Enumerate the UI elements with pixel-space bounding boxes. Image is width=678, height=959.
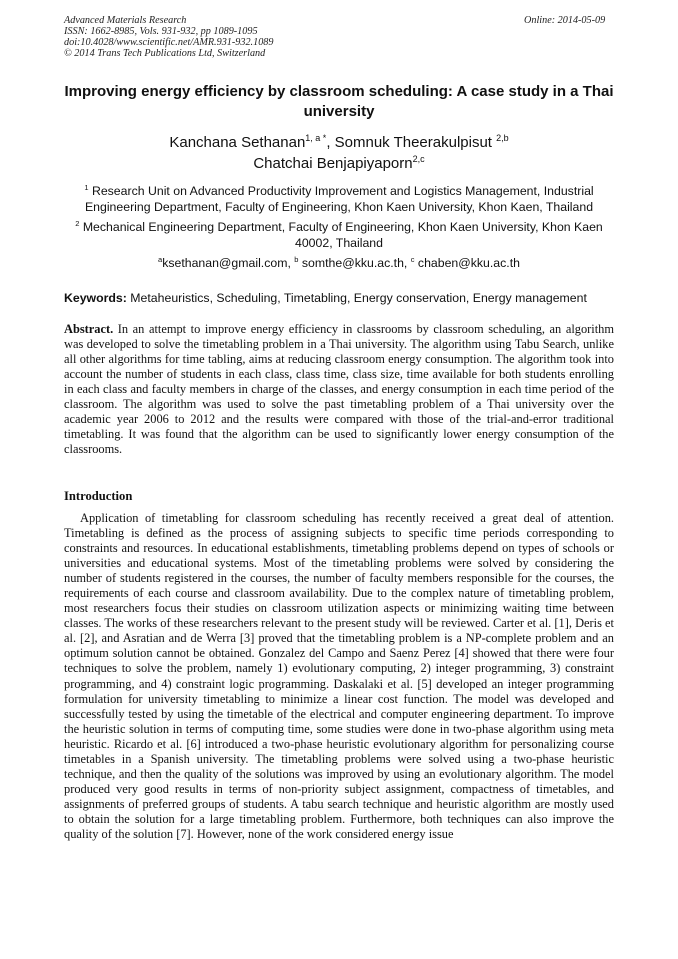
keywords-text: Metaheuristics, Scheduling, Timetabling, Energy conservation, Energy management: [130, 291, 587, 305]
affiliation-text: Research Unit on Advanced Productivity Improvement and Logistics Management, Industrial Engineering Department, Faculty of Engineering, Khon Kaen University, Khon Kaen, Thailand: [84, 184, 594, 214]
doi-line: doi:10.4028/www.scientific.net/AMR.931-932.1089: [64, 37, 274, 48]
email-marker: a: [158, 255, 163, 264]
email-address: somthe@kku.ac.th,: [301, 256, 411, 270]
affiliation-2: [64, 220, 614, 251]
abstract: [64, 322, 614, 457]
online-date: Online: 2014-05-09: [524, 15, 606, 26]
paper-title: Improving energy efficiency by classroom scheduling: A case study in a Thai university: [64, 83, 614, 120]
abstract-label: Abstract.: [64, 322, 114, 336]
issn-line: ISSN: 1662-8985, Vols. 931-932, pp 1089-1095: [64, 26, 258, 37]
email-marker: b: [294, 255, 299, 264]
author-line-1: [64, 133, 614, 153]
author-name: Chatchai Benjapiyaporn: [253, 155, 413, 172]
abstract-text: In an attempt to improve energy efficiency in classrooms by classroom scheduling, an algorithm was developed to solve the timetabling problem in a Thai university. The algorithm using Tabu Search, unlike all other algorithms for time tabling, aims at reducing classroom energy consumption. The algorithm took into account the number of students in each class, class time, class size, time available for both students enrolling in each class and faculty members in charge of the classes, and energy consumption in each time period of the classroom. The algorithm was used to solve the past timetabling problem of a Thai university over the academic year 2006 to 2012 and the results were compared with those of the trial-and-error traditional timetabling. It was found that the algorithm can be used to significantly lower energy consumption of the classrooms.: [64, 322, 614, 457]
section-heading-introduction: Introduction: [64, 489, 133, 503]
affiliation-marker: 1: [84, 183, 89, 192]
author-superscript: 1, a *: [305, 133, 327, 143]
email-marker: c: [410, 255, 415, 264]
email-address: chaben@kku.ac.th: [417, 256, 520, 270]
email-address: ksethanan@gmail.com,: [162, 256, 295, 270]
author-line-2: [64, 154, 614, 174]
journal-name: Advanced Materials Research: [64, 15, 187, 26]
keywords-label: Keywords:: [64, 291, 127, 305]
author-superscript: 2,c: [412, 154, 425, 164]
copyright-line: © 2014 Trans Tech Publications Ltd, Switzerland: [64, 48, 266, 59]
introduction-paragraph: Application of timetabling for classroom scheduling has recently received a great deal of attention. Timetabling is defined as the process of assigning subjects to specific time periods corresponding to constraints and resources. In educational establishments, timetabling problems depend on types of schools or universities and educational systems. Most of the timetabling problems were solved by considering the number of students registered in the courses, the number of faculty members responsible for the courses, the requirements of each course and classroom availability. Due to the complex nature of timetabling problem, most researchers focus their studies on classroom utilization aspects or minimizing waiting time between classes. The works of these researchers relevant to the present study will be reviewed. Carter et al. [1], Deris et al. [2], and Asratian and de Werra [3] proved that the timetabling problem is a NP-complete problem and an optimum solution cannot be obtained. Gonzalez del Campo and Saenz Perez [4] showed that there were four techniques to solve the problem, namely 1) evolutionary computing, 2) integer programming, 3) constraint programming, and 4) constraint logic programming. Daskalaki et al. [5] developed an integer programming formulation for university timetabling to minimize a linear cost function. The model was developed and successfully tested by using the timetable of the electrical and computer engineering department. To improve the heuristic solution in terms of computing time, some studies were done in two-phase algorithm using meta heuristic. Ricardo et al. [6] introduced a two-phase heuristic evolutionary algorithm for personalizing course timetables in a Spanish university. The timetabling problems were solved using a two-phase heuristic technique, and then the quality of the solutions was improved by using an evolutionary algorithm. The model produced very good results in terms of non-priority subject assignment, compactness of timetables, and assignments of preferred groups of students. A tabu search technique and heuristic algorithm are mostly used to obtain the solution for a large timetabling problem. Furthermore, both techniques can also improve the quality of the solution [7]. However, none of the work considered energy issue: [64, 511, 614, 841]
affiliation-1: [64, 184, 614, 215]
affiliation-text: Mechanical Engineering Department, Faculty of Engineering, Khon Kaen University, Khon Kaen 40002, Thailand: [82, 220, 603, 250]
author-separator: ,: [326, 134, 335, 151]
author-superscript: 2,b: [496, 133, 509, 143]
author-name: Kanchana Sethanan: [169, 134, 306, 151]
author-name: Somnuk Theerakulpisut: [334, 134, 492, 151]
email-line: [64, 256, 614, 271]
keywords: [64, 291, 624, 306]
affiliation-marker: 2: [75, 219, 80, 228]
journal-header: [64, 15, 273, 59]
